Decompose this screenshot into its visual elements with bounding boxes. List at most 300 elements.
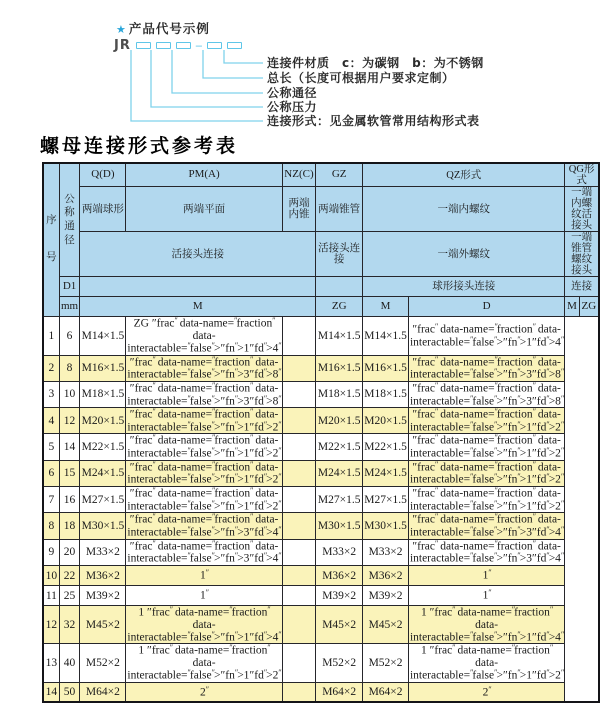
inch-mark: ″	[205, 568, 209, 578]
table-row	[43, 606, 599, 644]
cell-qz-m	[282, 381, 315, 407]
inch-mark: ″	[234, 446, 238, 456]
cell-gz-zg: ″frac″ data-name=″fraction″ data-interactable=″false″>″fn″>3″fd″>4″	[127, 538, 281, 565]
cell-gz-zg: ZG ″frac″ data-name=″fraction″ data-interactable=″false″>″fn″>1″fd″>4″	[127, 316, 281, 355]
inch-mark: ″	[502, 395, 508, 408]
inch-mark: ″	[147, 645, 152, 657]
cell-qg-m: M14×1.5	[363, 317, 409, 355]
cell-qg-m: M45×2	[363, 606, 409, 644]
inch-mark: ″	[250, 380, 253, 390]
inch-mark: ″	[187, 525, 190, 535]
cell-qg-m: M22×1.5	[363, 434, 409, 460]
inch-mark: ″	[546, 367, 549, 377]
inch-mark: ″	[511, 643, 515, 653]
cell-dn: 16	[59, 487, 80, 513]
inch-mark: ″	[220, 669, 226, 682]
inch-mark: ″	[152, 459, 155, 469]
inch-mark: ″	[494, 393, 497, 403]
cell-qg-m: M33×2	[363, 539, 409, 565]
inch-mark: ″	[470, 367, 473, 377]
code-box-3	[176, 42, 191, 49]
table-row	[43, 682, 599, 702]
cell-qg-m: M36×2	[363, 566, 409, 586]
inch-mark: ″	[220, 500, 226, 513]
inch-mark: ″	[494, 538, 497, 548]
inch-mark: ″	[278, 446, 281, 456]
inch-mark: ″	[234, 525, 238, 535]
inch-mark: ″	[546, 472, 549, 482]
cell-qg-zg: ″frac″ data-name=″fraction″ data-interactable=″false″>″fn″>3″fd″>8″	[409, 380, 564, 408]
inch-mark: ″	[560, 525, 564, 535]
inch-mark: ″	[187, 393, 190, 403]
inch-mark: ″	[234, 551, 238, 561]
header-qg-m: M	[565, 297, 579, 317]
inch-mark: ″	[234, 668, 238, 678]
code-label-material: 连接件材质 c：为碳钢 b：为不锈钢	[267, 56, 484, 70]
inch-mark: ″	[546, 393, 549, 403]
header-qg-row2: 一端内螺纹活接头	[565, 187, 599, 232]
inch-mark: ″	[531, 421, 537, 434]
cell-qg-m: M18×1.5	[363, 381, 409, 407]
cell-seq: 3	[43, 381, 59, 407]
inch-mark: ″	[488, 568, 491, 578]
cell-qg-m: M52×2	[363, 644, 409, 682]
inch-mark: ″	[470, 525, 473, 535]
inch-mark: ″	[532, 538, 536, 548]
inch-mark: ″	[531, 447, 537, 460]
inch-mark: ″	[234, 498, 238, 508]
cell-qz-d: M39×2	[316, 586, 363, 606]
inch-mark: ″	[470, 498, 473, 508]
cell-seq: 13	[43, 644, 59, 682]
inch-mark: ″	[470, 334, 473, 344]
cell-dn: 40	[59, 644, 80, 682]
cell-qz-m	[282, 566, 315, 586]
inch-mark: ″	[212, 407, 215, 417]
cell-qg-m: M24×1.5	[363, 460, 409, 486]
inch-mark: ″	[211, 472, 214, 482]
code-line	[114, 38, 247, 52]
inch-mark: ″	[434, 380, 438, 390]
inch-mark: ″	[278, 393, 281, 403]
inch-mark: ″	[494, 668, 497, 678]
inch-mark: ″	[494, 380, 497, 390]
inch-mark: ″	[249, 500, 255, 513]
inch-mark: ″	[531, 552, 537, 565]
inch-mark: ″	[129, 408, 135, 421]
code-label-length: 总长（长度可根据用户要求定制）	[267, 71, 455, 85]
inch-mark: ″	[546, 629, 549, 639]
cell-qz-d: M27×1.5	[316, 487, 363, 513]
inch-mark: ″	[278, 472, 281, 482]
cell-qg-zg: 1 ″frac″ data-name=″fraction″ data-interactable=″false″>″fn″>1″fd″>2″	[409, 643, 564, 682]
header-empty-gz	[316, 277, 363, 297]
inch-mark: ″	[494, 498, 497, 508]
inch-mark: ″	[129, 514, 135, 526]
cell-qg-zg: ″frac″ data-name=″fraction″ data-interactable=″false″>″fn″>1″fd″>2″	[409, 407, 564, 434]
table-row	[43, 381, 599, 407]
cell-seq: 7	[43, 487, 59, 513]
cell-seq: 6	[43, 460, 59, 486]
inch-mark: ″	[234, 316, 237, 326]
cell-qg-zg: 1 ″frac″ data-name=″fraction″ data-interactable=″false″>″fn″>1″fd″>4″	[409, 605, 564, 644]
inch-mark: ″	[263, 525, 267, 535]
inch-mark: ″	[470, 472, 473, 482]
header-nz-type: 两端内锥	[282, 187, 315, 232]
cell-qz-d: M45×2	[316, 606, 363, 644]
inch-mark: ″	[434, 459, 438, 469]
inch-mark: ″	[212, 433, 215, 443]
inch-mark: ″	[517, 334, 520, 344]
cell-qz-m	[282, 408, 315, 434]
cell-qz-d: M22×1.5	[316, 434, 363, 460]
inch-mark: ″	[220, 447, 226, 460]
cell-qg-zg: ″frac″ data-name=″fraction″ data-interactable=″false″>″fn″>1″fd″>2″	[409, 459, 564, 487]
inch-mark: ″	[494, 472, 497, 482]
inch-mark: ″	[502, 669, 508, 682]
inch-mark: ″	[502, 421, 508, 434]
inch-mark: ″	[250, 354, 253, 364]
table-row	[43, 513, 599, 539]
inch-mark: ″	[211, 340, 214, 350]
inch-mark: ″	[220, 421, 226, 434]
cell-gz-zg: ″frac″ data-name=″fraction″ data-interactable=″false″>″fn″>1″fd″>2″	[127, 407, 281, 434]
cell-qz-m	[282, 606, 315, 644]
cell-m: M27×1.5	[80, 487, 126, 513]
cell-dn: 32	[59, 606, 80, 644]
inch-mark: ″	[532, 433, 536, 443]
cell-qg-m: M30×1.5	[363, 513, 409, 539]
inch-mark: ″	[263, 472, 267, 482]
cell-gz-zg: ″frac″ data-name=″fraction″ data-interactable=″false″>″fn″>3″fd″>4″	[127, 512, 281, 539]
inch-mark: ″	[234, 629, 238, 639]
inch-mark: ″	[531, 336, 537, 349]
cell-m: M20×1.5	[80, 408, 126, 434]
inch-mark: ″	[470, 551, 473, 561]
inch-mark: ″	[531, 500, 537, 513]
table-header	[43, 163, 599, 317]
inch-mark: ″	[494, 367, 497, 377]
inch-mark: ″	[249, 474, 255, 487]
inch-mark: ″	[560, 334, 564, 344]
inch-mark: ″	[278, 419, 281, 429]
header-qg-row3: 一端锥管螺纹接头	[565, 232, 599, 277]
inch-mark: ″	[220, 474, 226, 487]
inch-mark: ″	[412, 540, 418, 553]
header-seq	[43, 163, 59, 317]
inch-mark: ″	[412, 435, 418, 448]
inch-mark: ″	[494, 419, 497, 429]
inch-mark: ″	[517, 446, 520, 456]
cell-dn: 6	[59, 317, 80, 355]
inch-mark: ″	[532, 380, 536, 390]
inch-mark: ″	[234, 393, 238, 403]
inch-mark: ″	[267, 643, 270, 653]
inch-mark: ″	[187, 668, 190, 678]
inch-mark: ″	[220, 526, 226, 539]
inch-mark: ″	[549, 605, 553, 615]
inch-mark: ″	[470, 393, 473, 403]
inch-mark: ″	[502, 552, 508, 565]
inch-mark: ″	[220, 368, 226, 381]
cell-gz-zg: 2″	[126, 682, 282, 702]
inch-mark: ″	[412, 323, 418, 336]
inch-mark: ″	[502, 474, 508, 487]
inch-mark: ″	[169, 643, 173, 653]
inch-mark: ″	[187, 340, 190, 350]
inch-mark: ″	[229, 643, 232, 653]
cell-qz-d: M33×2	[316, 539, 363, 565]
inch-mark: ″	[152, 354, 155, 364]
inch-mark: ″	[263, 367, 267, 377]
inch-mark: ″	[211, 668, 214, 678]
inch-mark: ″	[229, 605, 232, 615]
inch-mark: ″	[511, 605, 515, 615]
inch-mark: ″	[249, 526, 255, 539]
cell-dn: 25	[59, 586, 80, 606]
inch-mark: ″	[546, 334, 549, 344]
inch-mark: ″	[250, 459, 253, 469]
header-nz-code: NZ(C)	[282, 163, 315, 187]
inch-mark: ″	[152, 486, 155, 496]
cell-gz-zg: ″frac″ data-name=″fraction″ data-interactable=″false″>″fn″>3″fd″>8″	[127, 354, 281, 381]
nut-connection-table	[42, 162, 600, 703]
table-row	[43, 586, 599, 606]
inch-mark: ″	[531, 395, 537, 408]
cell-qz-d: M36×2	[316, 566, 363, 586]
inch-mark: ″	[560, 367, 564, 377]
inch-mark: ″	[250, 538, 253, 548]
inch-mark: ″	[517, 551, 520, 561]
inch-mark: ″	[152, 512, 155, 522]
inch-mark: ″	[517, 472, 520, 482]
cell-m: M36×2	[80, 566, 126, 586]
cell-dn: 14	[59, 434, 80, 460]
inch-mark: ″	[278, 629, 281, 639]
inch-mark: ″	[151, 317, 157, 330]
inch-mark: ″	[220, 552, 226, 565]
cell-m: M14×1.5	[80, 317, 126, 355]
table-row	[43, 434, 599, 460]
cell-qz-d: M64×2	[316, 682, 363, 702]
cell-gz-zg: 1″	[126, 566, 282, 586]
cell-qz-d: M20×1.5	[316, 408, 363, 434]
inch-mark: ″	[220, 395, 226, 408]
inch-mark: ″	[470, 419, 473, 429]
inch-mark: ″	[517, 367, 520, 377]
inch-mark: ″	[517, 393, 520, 403]
inch-mark: ″	[532, 322, 536, 332]
cell-m: M16×1.5	[80, 355, 126, 381]
inch-mark: ″	[560, 419, 564, 429]
inch-mark: ″	[263, 629, 267, 639]
cell-qz-m	[282, 460, 315, 486]
cell-dn: 15	[59, 460, 80, 486]
inch-mark: ″	[531, 368, 537, 381]
inch-mark: ″	[494, 334, 497, 344]
header-pm-code: PM(A)	[126, 163, 282, 187]
inch-mark: ″	[502, 500, 508, 513]
inch-mark: ″	[234, 367, 238, 377]
header-union-connection: 活接头连接	[80, 232, 316, 277]
cell-qg-m: M64×2	[363, 682, 409, 702]
inch-mark: ″	[532, 486, 536, 496]
cell-gz-zg: ″frac″ data-name=″fraction″ data-interactable=″false″>″fn″>3″fd″>8″	[127, 380, 281, 408]
table-row	[43, 566, 599, 586]
inch-mark: ″	[546, 498, 549, 508]
header-dn	[59, 163, 80, 277]
inch-mark: ″	[278, 668, 281, 678]
inch-mark: ″	[205, 684, 209, 694]
inch-mark: ″	[560, 472, 564, 482]
inch-mark: ″	[263, 551, 267, 561]
table-body	[43, 317, 599, 703]
inch-mark: ″	[560, 446, 564, 456]
cell-qg-zg: 2″	[408, 682, 564, 702]
cell-seq: 4	[43, 408, 59, 434]
inch-mark: ″	[250, 512, 253, 522]
inch-mark: ″	[502, 526, 508, 539]
cell-qz-m	[282, 317, 315, 355]
cell-qg-zg: 1″	[408, 566, 564, 586]
cell-m: M30×1.5	[80, 513, 126, 539]
inch-mark: ″	[494, 525, 497, 535]
inch-mark: ″	[434, 512, 438, 522]
inch-mark: ″	[560, 629, 564, 639]
inch-mark: ″	[129, 382, 135, 395]
inch-mark: ″	[212, 354, 215, 364]
inch-mark: ″	[263, 393, 267, 403]
cell-seq: 1	[43, 317, 59, 355]
cell-qz-d: M18×1.5	[316, 381, 363, 407]
header-q-code: Q(D)	[80, 163, 126, 187]
inch-mark: ″	[517, 419, 520, 429]
inch-mark: ″	[129, 356, 135, 369]
inch-mark: ″	[250, 407, 253, 417]
inch-mark: ″	[187, 498, 190, 508]
header-pm-type: 两端平面	[126, 187, 282, 232]
inch-mark: ″	[549, 643, 553, 653]
inch-mark: ″	[220, 631, 226, 644]
cell-qg-m: M27×1.5	[363, 487, 409, 513]
cell-qz-d: M30×1.5	[316, 513, 363, 539]
inch-mark: ″	[470, 668, 473, 678]
header-qg-zg: ZG	[579, 297, 599, 317]
code-box-1	[136, 42, 151, 49]
cell-qg-m: M20×1.5	[363, 408, 409, 434]
header-m-span: M	[80, 297, 316, 317]
table-title: 螺母连接形式参考表	[40, 136, 239, 157]
code-box-5	[227, 42, 242, 49]
inch-mark: ″	[434, 538, 438, 548]
inch-mark: ″	[517, 525, 520, 535]
cell-gz-zg: 1″	[126, 586, 282, 606]
inch-mark: ″	[234, 340, 238, 350]
inch-mark: ″	[532, 407, 536, 417]
header-qz-row4: 球形接头连接	[363, 277, 565, 297]
inch-mark: ″	[278, 525, 281, 535]
inch-mark: ″	[263, 446, 267, 456]
inch-mark: ″	[470, 629, 473, 639]
inch-mark: ″	[412, 382, 418, 395]
table-row	[43, 408, 599, 434]
inch-mark: ″	[278, 367, 281, 377]
inch-mark: ″	[211, 419, 214, 429]
inch-mark: ″	[152, 407, 155, 417]
inch-mark: ″	[250, 486, 253, 496]
inch-mark: ″	[494, 433, 497, 443]
inch-mark: ″	[560, 498, 564, 508]
inch-mark: ″	[187, 551, 190, 561]
inch-mark: ″	[494, 354, 497, 364]
inch-mark: ″	[517, 629, 520, 639]
cell-seq: 10	[43, 566, 59, 586]
inch-mark: ″	[263, 498, 267, 508]
cell-qz-m	[282, 513, 315, 539]
inch-mark: ″	[249, 342, 255, 355]
cell-gz-zg: ″frac″ data-name=″fraction″ data-interactable=″false″>″fn″>1″fd″>2″	[127, 459, 281, 487]
star-icon: ★	[116, 23, 127, 36]
header-qz-m: M	[363, 297, 409, 317]
inch-mark: ″	[187, 367, 190, 377]
code-prefix: JR	[114, 37, 131, 53]
header-qz-row2: 一端内螺纹	[363, 187, 565, 232]
inch-mark: ″	[278, 551, 281, 561]
header-gz-code: GZ	[316, 163, 363, 187]
header-qz-d: D	[408, 297, 564, 317]
header-seq-label: 序号	[46, 215, 57, 264]
inch-mark: ″	[249, 669, 255, 682]
inch-mark: ″	[249, 421, 255, 434]
inch-mark: ″	[502, 447, 508, 460]
cell-m: M33×2	[80, 539, 126, 565]
cell-qg-zg: 1″	[408, 586, 564, 606]
table-row	[43, 487, 599, 513]
cell-m: M22×1.5	[80, 434, 126, 460]
cell-gz-zg: 1 ″frac″ data-name=″fraction″ data-interactable=″false″>″fn″>1″fd″>2″	[127, 643, 281, 682]
inch-mark: ″	[249, 552, 255, 565]
inch-mark: ″	[494, 322, 497, 332]
inch-mark: ″	[211, 367, 214, 377]
code-label-pressure: 公称压力	[267, 100, 318, 114]
cell-qg-zg: ″frac″ data-name=″fraction″ data-interactable=″false″>″fn″>1″fd″>2″	[409, 486, 564, 513]
inch-mark: ″	[412, 487, 418, 500]
inch-mark: ″	[267, 605, 270, 615]
inch-mark: ″	[546, 551, 549, 561]
inch-mark: ″	[220, 342, 226, 355]
diagram-title-text: 产品代号示例	[128, 21, 210, 36]
table-row	[43, 460, 599, 486]
table-row	[43, 644, 599, 682]
inch-mark: ″	[211, 498, 214, 508]
cell-qg-m: M16×1.5	[363, 355, 409, 381]
inch-mark: ″	[452, 605, 455, 615]
inch-mark: ″	[212, 486, 215, 496]
inch-mark: ″	[531, 474, 537, 487]
cell-qz-m	[282, 487, 315, 513]
inch-mark: ″	[434, 433, 438, 443]
cell-qz-m	[282, 434, 315, 460]
header-qz-row3: 一端外螺纹	[363, 232, 565, 277]
inch-mark: ″	[494, 486, 497, 496]
inch-mark: ″	[249, 447, 255, 460]
inch-mark: ″	[494, 446, 497, 456]
cell-dn: 12	[59, 408, 80, 434]
inch-mark: ″	[249, 395, 255, 408]
cell-qz-m	[282, 539, 315, 565]
inch-mark: ″	[187, 629, 190, 639]
inch-mark: ″	[129, 540, 135, 553]
